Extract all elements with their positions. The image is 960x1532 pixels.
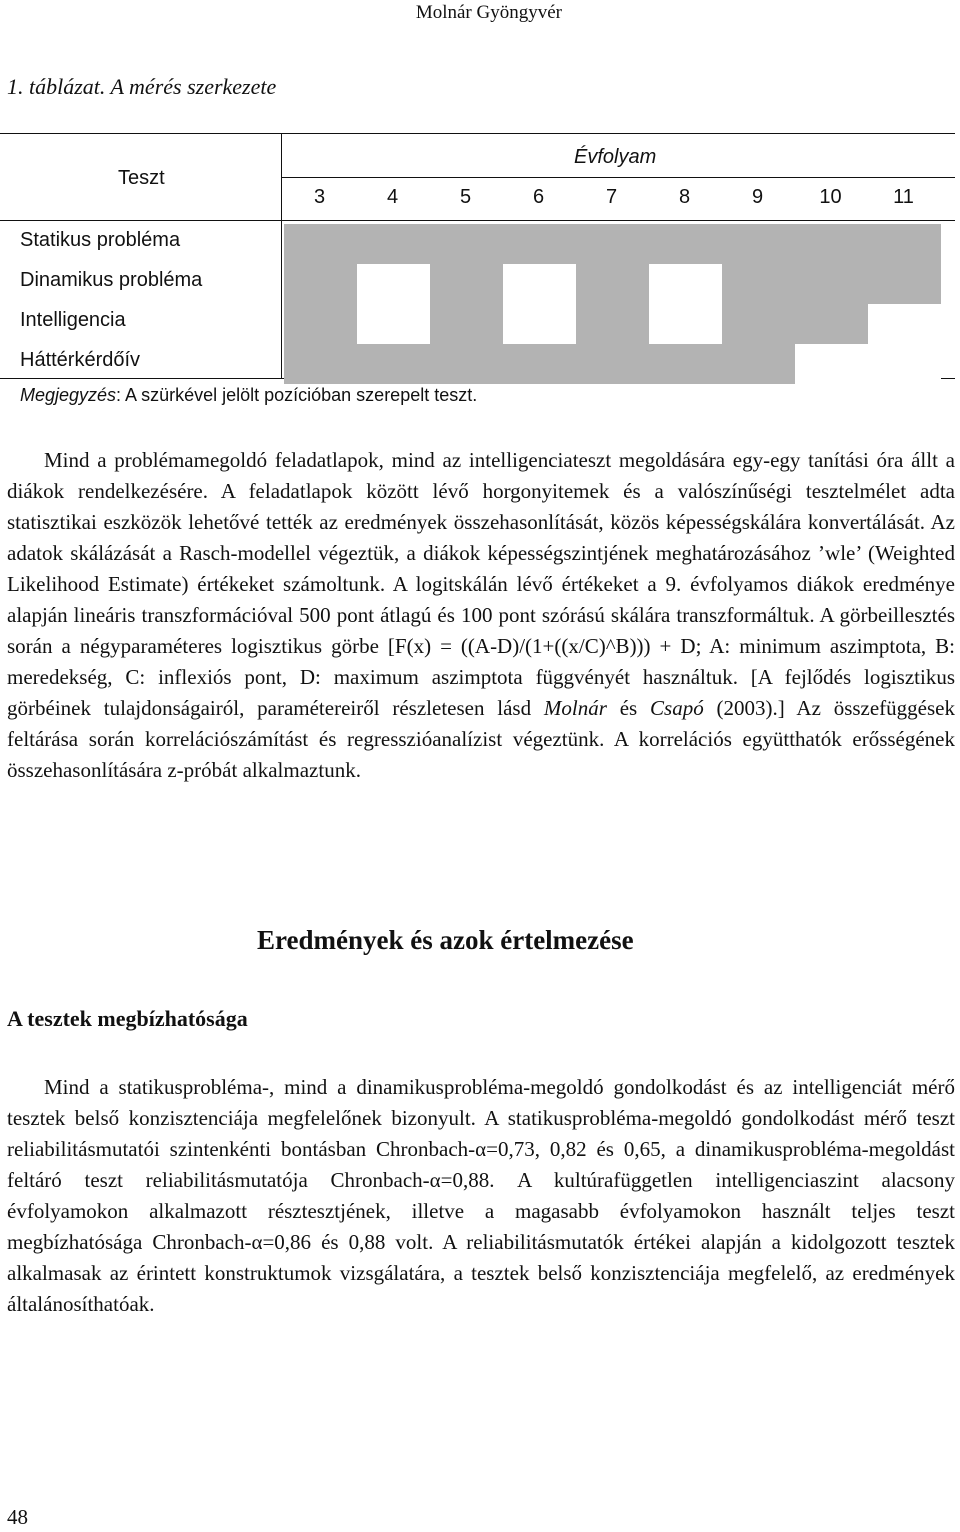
table-top-rule: [0, 133, 955, 134]
reliability-paragraph: Mind a statikusprobléma-, mind a dinamikusprobléma-megoldó gondolkodást és az intelligenciát mérő tesztek belső konzisztenciája megfelelőnek bizonyult. A statikusprobléma-megoldó gondolkodást mérő teszt reliabilitásmutatói szintenkénti bontásban Chronbach-α=0,73, 0,82 és 0,65, a dinamikusprobléma-megoldást feltáró teszt reliabilitásmutatója Chronbach-α=0,88. A kultúrafüggetlen intelligenciaszint alacsony évfolyamokon alkalmazott résztesztjének, illetve a magasabb évfolyamokon használt teljes teszt megbízhatósága Chronbach-α=0,86 és 0,88 volt. A reliabilitásmutatók értékei alapján a kidolgozott tesztek alkalmasak az érintett konstruktumok vizsgálatára, a tesztek belső konzisztenciája megfelelő, az eredmények általánosíthatóak.: [7, 1075, 955, 1316]
running-header-author: Molnár Gyöngyvér: [415, 2, 562, 23]
test-column-header: Teszt: [118, 167, 165, 189]
table-cell-tested: [284, 264, 357, 304]
grade-header-10: 10: [819, 186, 842, 208]
table-cell-tested: [722, 224, 795, 264]
row-label: Háttérkérdőív: [20, 349, 141, 371]
table-cell-tested: [430, 344, 503, 384]
table-cell-tested: [576, 344, 649, 384]
section-heading: Eredmények és azok értelmezése: [257, 925, 634, 955]
cited-author-csapo: Csapó: [650, 696, 704, 720]
table-cell-tested: [722, 304, 795, 344]
table-cell-tested: [795, 304, 868, 344]
table-cell-tested: [576, 224, 649, 264]
row-label: Dinamikus probléma: [20, 269, 203, 291]
table-cell-tested: [430, 264, 503, 304]
table-header-divider: [281, 177, 955, 178]
measurement-structure-table: [0, 133, 960, 381]
table-cell-not-tested: [357, 304, 430, 344]
table-cell-not-tested: [649, 304, 722, 344]
table-cell-tested: [284, 224, 357, 264]
table-cell-not-tested: [357, 264, 430, 304]
table-cell-tested: [795, 264, 868, 304]
table-note: [20, 385, 477, 406]
row-label: Intelligencia: [20, 309, 126, 331]
methods-text-part1: Mind a problémamegoldó feladatlapok, mind az intelligenciateszt megoldására egy-egy tanítási óra állt a diákok rendelkezésére. A feladatlapok között lévő horgonyitemek és a valószínűségi tesztelmélet adta statisztikai eszközök lehetővé tették az eredmények összehasonlítását, közös képességskálára konvertálását. Az adatok skálázását a Rasch-modellel végeztük, a diákok képességszintjének meghatározásához ’wle’ (Weighted Likelihood Estimate) értékeket számoltunk. A logitskálán lévő értékeket a 9. évfolyamos diákok eredménye alapján lineáris transzformációval 500 pont átlagú és 100 pont szórású skálára transzformáltuk. A görbeillesztés során a négyparaméteres logisztikus görbe [F(x) = ((A-D)/(1+((x/C)^B))) + D; A: minimum aszimptota, B: meredekség, C: inflexiós pont, D: maximum aszimptota függvényét használtuk. [A fejlődés logisztikus görbéinek tulajdonságairól, paramétereiről részletesen lásd: [7, 448, 955, 720]
table-cell-tested: [649, 344, 722, 384]
table-cell-tested: [795, 224, 868, 264]
table-cell-tested: [284, 304, 357, 344]
table-cell-tested: [722, 344, 795, 384]
table-cell-not-tested: [868, 304, 941, 344]
table-cell-tested: [503, 344, 576, 384]
table-cell-tested: [357, 224, 430, 264]
methods-text-and: és: [606, 696, 651, 720]
table-cell-not-tested: [503, 304, 576, 344]
table-cell-tested: [430, 304, 503, 344]
grade-header-3: 3: [313, 186, 326, 208]
methods-paragraph: [7, 445, 955, 786]
grade-header-4: 4: [386, 186, 399, 208]
table-cell-tested: [357, 344, 430, 384]
table-column-divider: [281, 133, 282, 378]
table-cell-tested: [868, 224, 941, 264]
table-cell-tested: [722, 264, 795, 304]
grade-header-11: 11: [893, 186, 914, 208]
grade-header-5: 5: [459, 186, 472, 208]
table-cell-not-tested: [868, 344, 941, 384]
grade-header-9: 9: [751, 186, 764, 208]
table-cell-tested: [284, 344, 357, 384]
table-cell-tested: [503, 224, 576, 264]
page-number: 48: [7, 1505, 28, 1529]
grade-column-header: Évfolyam: [574, 146, 657, 168]
row-label: Statikus probléma: [20, 229, 181, 251]
table-cell-tested: [430, 224, 503, 264]
table-cell-tested: [576, 264, 649, 304]
table-cell-not-tested: [649, 264, 722, 304]
table-cell-tested: [868, 264, 941, 304]
methods-text-part2: (2003).] Az összefüggések feltárása során korrelációszámítást és regresszióanalízist végeztünk. A korrelációs együtthatók erősségének összehasonlítására z-próbát alkalmaztunk.: [7, 696, 955, 782]
grade-header-8: 8: [678, 186, 691, 208]
table-caption: 1. táblázat. A mérés szerkezete: [7, 74, 277, 99]
table-header-rule: [0, 220, 955, 221]
grade-header-6: 6: [532, 186, 545, 208]
table-cell-not-tested: [503, 264, 576, 304]
grade-header-7: 7: [605, 186, 618, 208]
table-cell-tested: [576, 304, 649, 344]
table-cell-tested: [649, 224, 722, 264]
table-note-text: : A szürkével jelölt pozícióban szerepelt teszt.: [116, 385, 478, 405]
table-cell-not-tested: [795, 344, 868, 384]
table-note-label: Megjegyzés: [20, 385, 117, 405]
cited-author-molnar: Molnár: [543, 696, 607, 720]
subsection-heading: A tesztek megbízhatósága: [7, 1006, 248, 1031]
